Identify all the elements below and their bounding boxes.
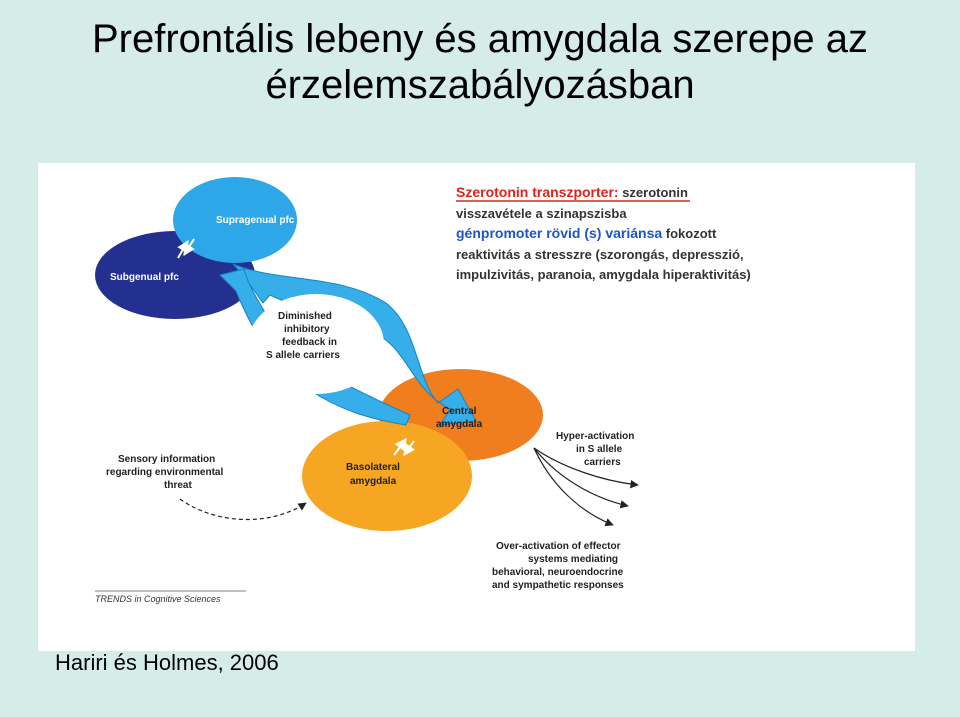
serotonin-line-3: [456, 225, 717, 241]
over-line-4: and sympathetic responses: [492, 580, 624, 591]
sensory-line-2: regarding environmental: [106, 467, 224, 478]
serotonin-line-5: impulzivitás, paranoia, amygdala hiperaktivitás): [456, 267, 751, 282]
hyper-line-2: in S allele: [576, 444, 623, 455]
brain-circuit-diagram: [38, 163, 915, 651]
diminished-line-2: inhibitory: [284, 324, 330, 335]
over-line-3: behavioral, neuroendocrine: [492, 567, 624, 578]
basolateral-label-1: Basolateral: [346, 462, 400, 473]
serotonin-line-1-rest: szerotonin: [618, 185, 688, 200]
central-amygdala-label-1: Central: [442, 406, 477, 417]
subgenual-label: Subgenual pfc: [110, 272, 179, 283]
sensory-line-1: Sensory information: [118, 454, 216, 465]
promoter-variant-text: génpromoter rövid (s) variánsa: [456, 225, 663, 241]
diminished-line-1: Diminished: [278, 311, 332, 322]
supragenual-label: Supragenual pfc: [216, 215, 295, 226]
hyper-line-3: carriers: [584, 457, 621, 468]
diminished-line-3: feedback in: [282, 337, 338, 348]
sensory-input-arrow: [180, 499, 306, 520]
sensory-line-3: threat: [164, 480, 192, 491]
serotonin-heading: Szerotonin transzporter:: [456, 184, 619, 200]
slide-title: [0, 16, 960, 108]
serotonin-line-4: reaktivitás a stresszre (szorongás, depresszió,: [456, 247, 744, 262]
serotonin-line-2: visszavétele a szinapszisba: [456, 206, 627, 221]
citation: Hariri és Holmes, 2006: [55, 650, 279, 675]
figure-panel: [38, 163, 915, 651]
central-amygdala-label-2: amygdala: [436, 419, 483, 430]
serotonin-line-1: [456, 184, 688, 200]
serotonin-line-3-rest: fokozott: [662, 226, 717, 241]
title-line-1: Prefrontális lebeny és amygdala szerepe az: [92, 17, 868, 61]
diminished-line-4: S allele carriers: [266, 350, 340, 361]
basolateral-label-2: amygdala: [350, 476, 397, 487]
source-label: TRENDS in Cognitive Sciences: [95, 594, 221, 604]
title-line-2: érzelemszabályozásban: [265, 63, 695, 107]
over-line-2: systems mediating: [528, 554, 619, 565]
over-line-1: Over-activation of effector: [496, 541, 621, 552]
hyper-line-1: Hyper-activation: [556, 431, 635, 442]
